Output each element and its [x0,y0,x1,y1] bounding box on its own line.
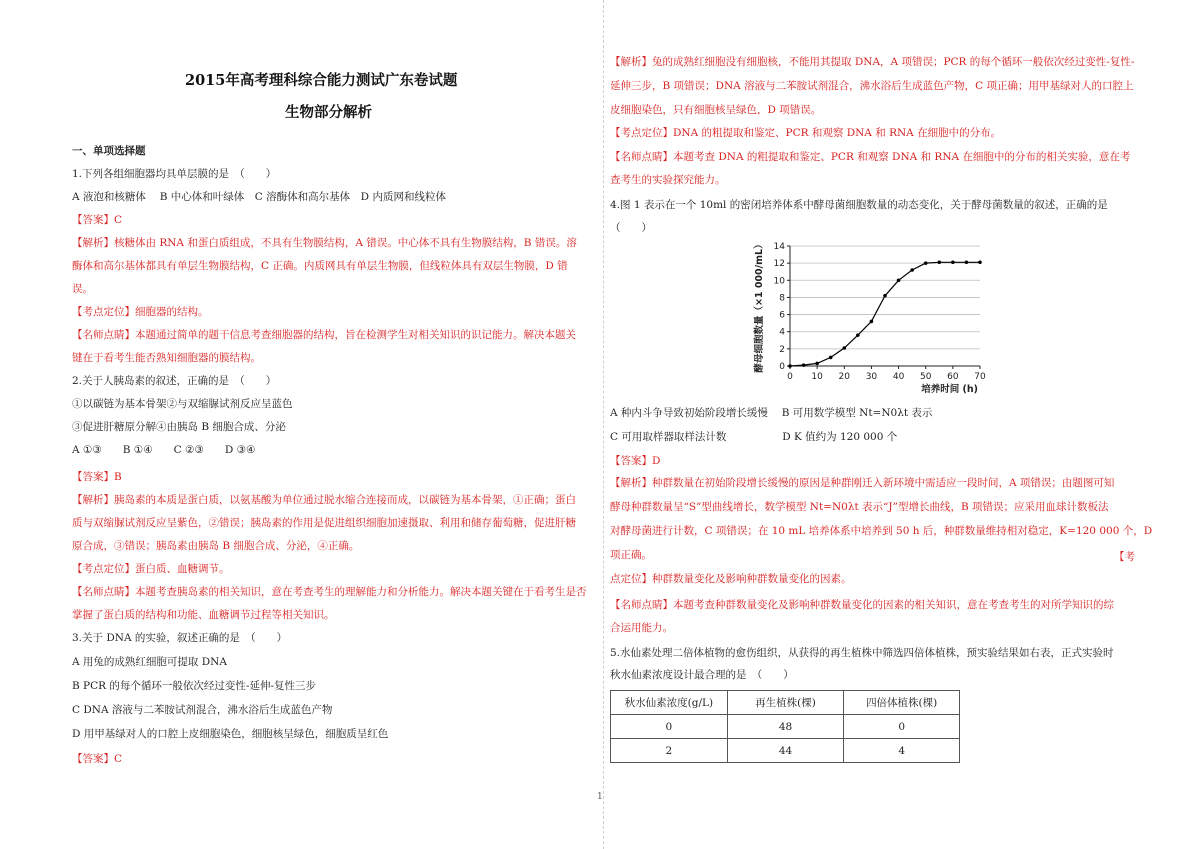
y-tick-label: 2 [779,344,785,355]
q4-knowledge-point: 点定位】种群数量变化及影响种群数量变化的因素。 [610,573,852,585]
x-tick-label: 60 [947,372,959,382]
table-header-row [611,691,960,715]
table-cell: 0 [844,715,960,739]
y-tick-label: 14 [773,242,785,252]
data-point [897,278,901,282]
q4-analysis-line: 对酵母菌进行计数，C 项错误；在 10 mL 培养体系中培养到 50 h 后，种群数量维持相对稳定，K=120 000 个，D [610,525,1153,537]
q3-stem: 3.关于 DNA 的实验，叙述正确的是 （ ） [72,632,288,644]
page-title: 2015年高考理科综合能力测试广东卷试题 [185,72,458,89]
y-tick-label: 10 [773,276,785,287]
q1-answer: 【答案】C [72,214,123,226]
page-fold-divider [603,0,604,849]
q2-statements: ①以碳链为基本骨架②与双缩脲试剂反应呈蓝色 [72,398,293,410]
q4-teacher-note: 合运用能力。 [610,622,673,634]
q1-teacher-note: 【名师点睛】本题通过简单的题干信息考查细胞器的结构，旨在检测学生对相关知识的识记能力。解决本题关 [72,329,576,341]
q3-analysis-line: 【解析】兔的成熟红细胞没有细胞核，不能用其提取 DNA，A 项错误；PCR 的每个循环一般依次经过变性-复性- [610,56,1135,68]
table-header-cell: 再生植株(棵) [727,691,844,715]
data-point [870,320,874,324]
table-row [611,739,960,763]
y-tick-label: 12 [773,259,785,270]
q1-analysis-line: 误。 [72,283,93,295]
q3-option-d: D 用甲基绿对人的口腔上皮细胞染色，细胞核呈绿色，细胞质呈红色 [72,728,389,740]
q1-analysis-line: 酶体和高尔基体都具有单层生物膜结构，C 正确。内质网具有单层生物膜，但线粒体具有双层生物膜，D 错 [72,260,568,272]
q3-analysis-line: 皮细胞染色，只有细胞核呈绿色，D 项错误。 [610,104,822,116]
colchicine-results-table [610,690,960,763]
data-point [978,260,982,264]
q4-analysis-line: 【解析】种群数量在初始阶段增长缓慢的原因是种群刚迁入新环境中需适应一段时间，A 项错误；由题图可知 [610,477,1115,489]
x-tick-label: 50 [919,372,932,382]
q4-stem: 4.图 1 表示在一个 10ml 的密闭培养体系中酵母菌细胞数量的动态变化，关于酵母菌数量的叙述，正确的是 [610,199,1108,211]
yeast-growth-chart [750,236,1010,408]
y-tick-label: 8 [779,293,785,304]
q4-knowledge-point: 【考 [1114,551,1135,563]
q5-stem: 秋水仙素浓度设计最合理的是 （ ） [610,669,794,681]
x-axis-label: 培养时间 (h) [921,384,978,395]
x-tick-label: 40 [892,372,905,382]
q1-analysis-line: 【解析】核糖体由 RNA 和蛋白质组成，不具有生物膜结构，A 错误。中心体不具有生物膜结构，B 错误。溶 [72,237,577,249]
q2-analysis-line: 原合成，③错误；胰岛素由胰岛 B 细胞合成、分泌，④正确。 [72,540,360,552]
q2-options: A ①③ B ①④ C ②③ D ③④ [72,444,256,456]
y-tick-label: 0 [779,362,785,372]
table-cell: 0 [611,715,728,739]
q4-stem: （ ） [610,222,652,234]
data-point [815,362,819,366]
q3-option-a: A 用兔的成熟红细胞可提取 DNA [72,656,227,668]
data-point [910,268,914,272]
table-cell: 2 [611,739,728,763]
x-tick-label: 70 [974,372,986,382]
q3-answer: 【答案】C [72,753,123,765]
q3-option-b: B PCR 的每个循环一般依次经过变性-延伸-复性三步 [72,680,316,692]
data-point [883,294,887,298]
growth-curve [790,262,980,366]
data-point [802,363,806,367]
table-cell: 48 [727,715,844,739]
data-point [951,260,955,264]
q2-analysis-line: 质与双缩脲试剂反应呈紫色，②错误；胰岛素的作用是促进组织细胞加速摄取、利用和储存葡萄糖，促进肝糖 [72,517,576,529]
x-tick-label: 30 [865,372,878,382]
q1-stem: 1.下列各组细胞器均具单层膜的是 （ ） [72,168,277,180]
data-point [829,356,833,360]
q3-knowledge-point: 【考点定位】DNA 的粗提取和鉴定、PCR 和观察 DNA 和 RNA 在细胞中的分布。 [610,127,1002,139]
table-cell: 4 [844,739,960,763]
q4-options-ab: A 种内斗争导致初始阶段增长缓慢 B 可用数学模型 Nt=N0λt 表示 [610,407,933,419]
data-point [842,346,846,350]
data-point [924,261,928,265]
data-point [965,260,969,264]
table-header-cell: 四倍体植株(棵) [844,691,960,715]
y-tick-label: 6 [779,310,785,321]
q1-teacher-note: 键在于看考生能否熟知细胞器的膜结构。 [72,352,261,364]
q2-analysis-line: 【解析】胰岛素的本质是蛋白质，以氨基酸为单位通过脱水缩合连接而成，以碳链为基本骨架，①正确；蛋白 [72,494,576,506]
q2-stem: 2.关于人胰岛素的叙述，正确的是 （ ） [72,375,277,387]
q4-teacher-note: 【名师点睛】本题考查种群数量变化及影响种群数量变化的因素的相关知识，意在考查考生的对所学知识的综 [610,599,1114,611]
y-tick-label: 4 [779,327,785,338]
q2-teacher-note: 【名师点睛】本题考查胰岛素的相关知识，意在考查考生的理解能力和分析能力。解决本题关键在于看考生是否 [72,586,587,598]
page-subtitle: 生物部分解析 [285,104,372,121]
q4-analysis-line: 项正确。 [610,549,652,561]
q4-answer: 【答案】D [610,455,661,467]
q4-analysis-line: 酵母种群数量呈“S”型曲线增长，数学模型 Nt=N0λt 表示“J”型增长曲线，B 项错误；应采用血球计数板法 [610,501,1109,513]
q3-option-c: C DNA 溶液与二苯胺试剂混合，沸水浴后生成蓝色产物 [72,704,333,716]
table-row [611,715,960,739]
q2-statements: ③促进肝糖原分解④由胰岛 B 细胞合成、分泌 [72,421,286,433]
q5-stem: 5.水仙素处理二倍体植物的愈伤组织，从获得的再生植株中筛选四倍体植株，预实验结果如右表，正式实验时 [610,647,1114,659]
page-number: 1 [597,792,603,802]
table-header-cell: 秋水仙素浓度(g/L) [611,691,728,715]
q2-answer: 【答案】B [72,471,122,483]
x-tick-label: 20 [838,372,851,382]
q2-teacher-note: 掌握了蛋白质的结构和功能、血糖调节过程等相关知识。 [72,609,335,621]
data-point [856,333,860,337]
data-point [937,260,941,264]
q3-teacher-note: 【名师点睛】本题考查 DNA 的粗提取和鉴定、PCR 和观察 DNA 和 RNA 在细胞中的分布的相关实验，意在考 [610,151,1131,163]
q1-options: A 液泡和核糖体 B 中心体和叶绿体 C 溶酶体和高尔基体 D 内质网和线粒体 [72,191,446,203]
y-axis-label: 酵母细胞数量（×1 000/mL） [754,239,765,373]
q3-analysis-line: 延伸三步，B 项错误；DNA 溶液与二苯胺试剂混合，沸水浴后生成蓝色产物，C 项正确；用甲基绿对人的口腔上 [610,80,1134,92]
q2-knowledge-point: 【考点定位】蛋白质、血糖调节。 [72,563,230,575]
q4-options-cd: C 可用取样器取样法计数 D K 值约为 120 000 个 [610,431,898,443]
data-point [788,364,792,368]
q1-knowledge-point: 【考点定位】细胞器的结构。 [72,306,209,318]
section-heading: 一、单项选择题 [72,145,146,157]
q3-teacher-note: 查考生的实验探究能力。 [610,174,726,186]
x-tick-label: 0 [787,372,793,382]
table-cell: 44 [727,739,844,763]
x-tick-label: 10 [811,372,823,382]
